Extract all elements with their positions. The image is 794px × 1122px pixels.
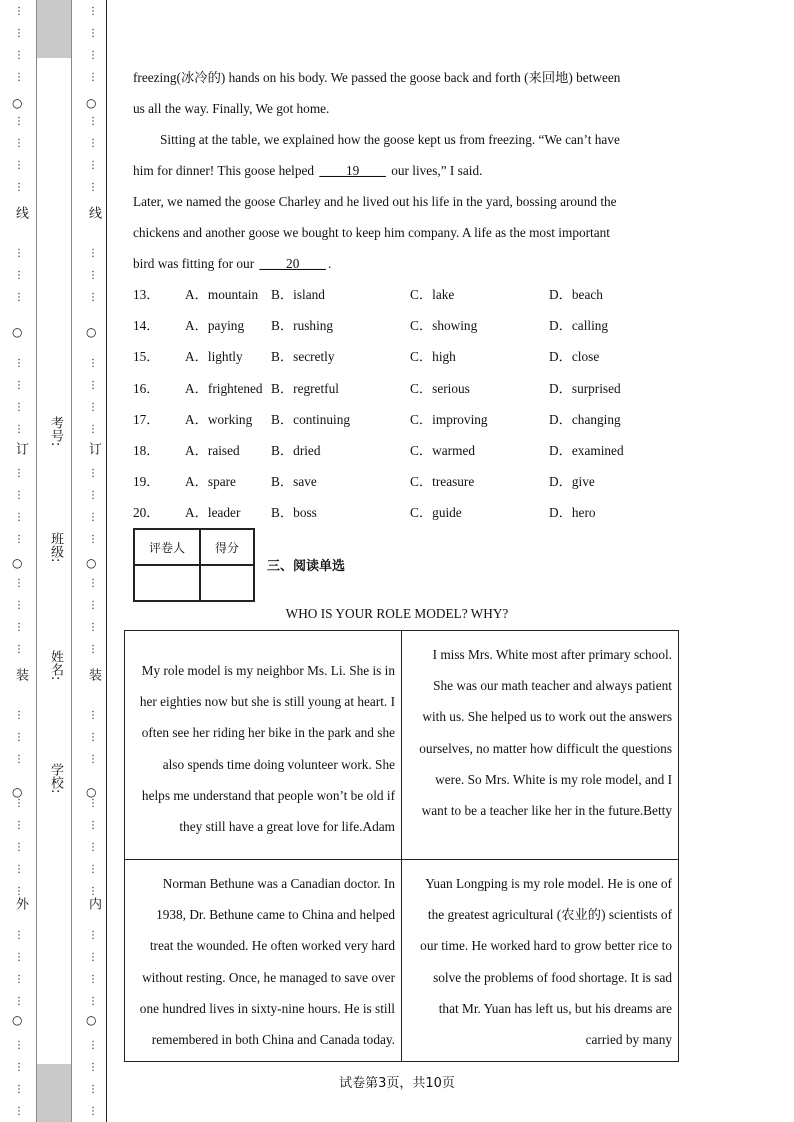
option-a: A．spare [185,474,236,490]
option-b: B．dried [271,442,321,458]
option-c: C．lake [410,287,455,302]
school-field: 学校: [48,763,63,794]
option-b: B．boss [271,505,317,521]
option-b: B．rushing [271,318,334,334]
option-a: A．working [185,411,253,427]
dot-mark: ⋮ [14,930,24,941]
option-b: B．island [271,287,325,302]
dot-mark: ⋮ [88,710,98,721]
dot-mark: ⋮ [88,886,98,897]
question-row [133,279,693,310]
dot-mark: ⋮ [88,270,98,281]
passage-text: bird was fitting for our [133,256,258,271]
option-c: C．high [410,349,456,365]
circle-mark: ○ [12,1013,23,1027]
option-a: A．leader [185,505,241,521]
blank-20: ____20____ [259,256,326,271]
passage-line: us all the way. Finally, We got home. [133,101,330,116]
passage-text: our lives,” I said. [387,163,483,178]
circle-mark: ○ [86,785,97,799]
option-c: C．showing [410,318,478,334]
dot-mark: ⋮ [14,798,24,809]
dot-mark: ⋮ [88,424,98,435]
blank-19: ____19____ [319,163,386,178]
score-cell [200,565,254,601]
dot-mark: ⋮ [88,402,98,413]
dot-mark: ⋮ [88,138,98,149]
circle-mark: ○ [12,556,23,570]
dot-mark: ⋮ [88,1106,98,1117]
grader-cell [134,565,200,601]
dot-mark: ⋮ [14,578,24,589]
inner-label-bind: 装 [86,668,101,681]
circle-mark: ○ [86,556,97,570]
question-number: 18． [133,442,160,458]
dot-mark: ⋮ [14,1084,24,1095]
dot-mark: ⋮ [88,182,98,193]
option-c: C．warmed [410,442,475,458]
cell-text: Norman Bethune was a Canadian doctor. In 1938, Dr. Bethune came to China and helped treat the wounded. He often worked very hard without resting. Once, he managed to save over one hundred lives in sixty-nine hours. He is still remembered in both China and Canada today. [139,876,395,1048]
dot-mark: ⋮ [14,138,24,149]
passage-text: . [327,256,332,271]
outer-label-bind: 装 [13,668,28,681]
question-row [133,497,693,528]
inner-label-staple: 订 [86,442,101,455]
option-b: B．continuing [271,411,351,427]
question-row [133,373,693,404]
question-number: 14． [133,318,160,334]
class-field: 班级: [48,532,63,563]
dot-mark: ⋮ [88,248,98,259]
option-d: D．beach [549,287,603,302]
question-number: 20． [133,505,160,521]
question-number: 13． [133,287,160,302]
dot-mark: ⋮ [88,490,98,501]
dot-mark: ⋮ [14,820,24,831]
dot-mark: ⋮ [88,798,98,809]
option-d: D．hero [549,505,596,521]
question-row [133,341,693,372]
option-d: D．examined [549,442,624,458]
cloze-passage [133,62,693,529]
dot-mark: ⋮ [14,50,24,61]
option-c: C．guide [410,505,462,521]
passage-line: Sitting at the table, we explained how the goose kept us from freezing. “We can’t have [160,132,620,147]
passage-line: chickens and another goose we bought to keep him company. A life as the most important [133,225,610,240]
score-header: 得分 [200,529,254,565]
option-a: A．paying [185,318,245,334]
dot-mark: ⋮ [14,424,24,435]
inner-label-inside: 内 [86,897,101,910]
option-d: D．close [549,349,600,365]
dot-mark: ⋮ [14,754,24,765]
dot-mark: ⋮ [88,72,98,83]
option-a: A．frightened [185,380,263,396]
dot-mark: ⋮ [88,622,98,633]
page-footer: 试卷第3页，共10页 [339,1076,455,1091]
dot-mark: ⋮ [88,732,98,743]
option-d: D．give [549,474,595,490]
dot-mark: ⋮ [14,1062,24,1073]
option-d: D．changing [549,411,621,427]
option-c: C．serious [410,380,470,396]
dot-mark: ⋮ [14,160,24,171]
dot-mark: ⋮ [14,358,24,369]
option-b: B．secretly [271,349,335,365]
dot-mark: ⋮ [88,578,98,589]
dot-mark: ⋮ [14,182,24,193]
dot-mark: ⋮ [88,754,98,765]
dot-mark: ⋮ [88,1084,98,1095]
question-row [133,435,693,466]
inner-label-line: 线 [86,206,101,219]
dot-mark: ⋮ [88,1040,98,1051]
dot-mark: ⋮ [14,28,24,39]
dot-mark: ⋮ [14,116,24,127]
dot-mark: ⋮ [14,710,24,721]
dot-mark: ⋮ [88,864,98,875]
dot-mark: ⋮ [88,160,98,171]
question-options [133,279,693,529]
dot-mark: ⋮ [14,380,24,391]
dot-mark: ⋮ [14,248,24,259]
dot-mark: ⋮ [88,952,98,963]
dot-mark: ⋮ [14,292,24,303]
dot-mark: ⋮ [14,490,24,501]
section-title: 三、阅读单选 [267,559,346,574]
dot-mark: ⋮ [14,468,24,479]
question-number: 17． [133,411,160,427]
dot-mark: ⋮ [88,644,98,655]
dot-mark: ⋮ [88,292,98,303]
dot-mark: ⋮ [88,358,98,369]
role-model-cell [125,631,402,860]
exam-number-field: 考号: [48,416,63,447]
passage-text: him for dinner! This goose helped [133,163,318,178]
dot-mark: ⋮ [88,820,98,831]
binding-rule [106,0,107,1122]
dot-mark: ⋮ [14,644,24,655]
dot-mark: ⋮ [14,270,24,281]
option-a: A．mountain [185,287,259,302]
dot-mark: ⋮ [14,886,24,897]
option-d: D．calling [549,318,609,334]
circle-mark: ○ [86,325,97,339]
role-model-table [124,630,679,1062]
outer-label-staple: 订 [13,442,28,455]
question-number: 15． [133,349,160,365]
question-row [133,310,693,341]
circle-mark: ○ [12,325,23,339]
dot-mark: ⋮ [88,974,98,985]
cell-text: I miss Mrs. White most after primary school. She was our math teacher and always patient with us. She helped us to work out the answers ourselves, no matter how difficult the questions were. So Mrs. White is my role model, and I want to be a teacher like her in the future.Betty [419,647,672,819]
dot-mark: ⋮ [88,50,98,61]
dot-mark: ⋮ [88,380,98,391]
grader-header: 评卷人 [134,529,200,565]
passage-line: freezing(冰冷的) hands on his body. We passed the goose back and forth (来回地) between [133,70,621,85]
passage-line [133,155,693,186]
dot-mark: ⋮ [88,468,98,479]
role-model-cell [402,860,679,1062]
option-a: A．raised [185,442,240,458]
question-row [133,404,693,435]
dot-mark: ⋮ [88,534,98,545]
dot-mark: ⋮ [14,402,24,413]
option-c: C．treasure [410,474,475,490]
dot-mark: ⋮ [14,6,24,17]
dot-mark: ⋮ [14,512,24,523]
dot-mark: ⋮ [14,842,24,853]
circle-mark: ○ [12,96,23,110]
dot-mark: ⋮ [14,1040,24,1051]
cell-text: Yuan Longping is my role model. He is one of the greatest agricultural (农业的) scientists of our time. He worked hard to grow better rice to solve the problems of food shortage. It is sad that Mr. Yuan has left us, but his dreams are carried by many [420,876,672,1048]
option-b: B．save [271,474,317,490]
dot-mark: ⋮ [14,600,24,611]
dot-mark: ⋮ [88,930,98,941]
question-number: 16． [133,380,160,396]
cell-text: My role model is my neighbor Ms. Li. She is in her eighties now but she is still young at heart. I often see her riding her bike in the park and she also spends time doing volunteer work. She helps me understand that people won’t be old if they still have a great love for life.Adam [139,663,395,835]
circle-mark: ○ [86,96,97,110]
option-d: D．surprised [549,380,621,396]
dot-mark: ⋮ [14,622,24,633]
option-b: B．regretful [271,380,339,396]
passage-line: Later, we named the goose Charley and he lived out his life in the yard, bossing around the [133,194,617,209]
dot-mark: ⋮ [88,1062,98,1073]
score-table [133,528,255,602]
reading-title: WHO IS YOUR ROLE MODEL? WHY? [285,606,509,621]
dot-mark: ⋮ [14,1106,24,1117]
dot-mark: ⋮ [88,996,98,1007]
dot-mark: ⋮ [14,72,24,83]
name-field: 姓名: [48,650,63,681]
dot-mark: ⋮ [14,996,24,1007]
dot-mark: ⋮ [14,974,24,985]
question-row [133,466,693,497]
question-number: 19． [133,474,160,490]
option-c: C．improving [410,411,488,427]
role-model-cell [402,631,679,860]
binding-band-top [36,0,72,58]
dot-mark: ⋮ [88,600,98,611]
binding-margin [0,0,108,1122]
dot-mark: ⋮ [88,842,98,853]
dot-mark: ⋮ [14,952,24,963]
passage-line [133,248,693,279]
outer-label-outside: 外 [13,897,28,910]
circle-mark: ○ [86,1013,97,1027]
role-model-cell [125,860,402,1062]
circle-mark: ○ [12,785,23,799]
dot-mark: ⋮ [88,28,98,39]
dot-mark: ⋮ [14,534,24,545]
dot-mark: ⋮ [14,864,24,875]
dot-mark: ⋮ [88,6,98,17]
dot-mark: ⋮ [88,116,98,127]
dot-mark: ⋮ [88,512,98,523]
option-a: A．lightly [185,349,243,365]
dot-mark: ⋮ [14,732,24,743]
outer-label-line: 线 [13,206,28,219]
